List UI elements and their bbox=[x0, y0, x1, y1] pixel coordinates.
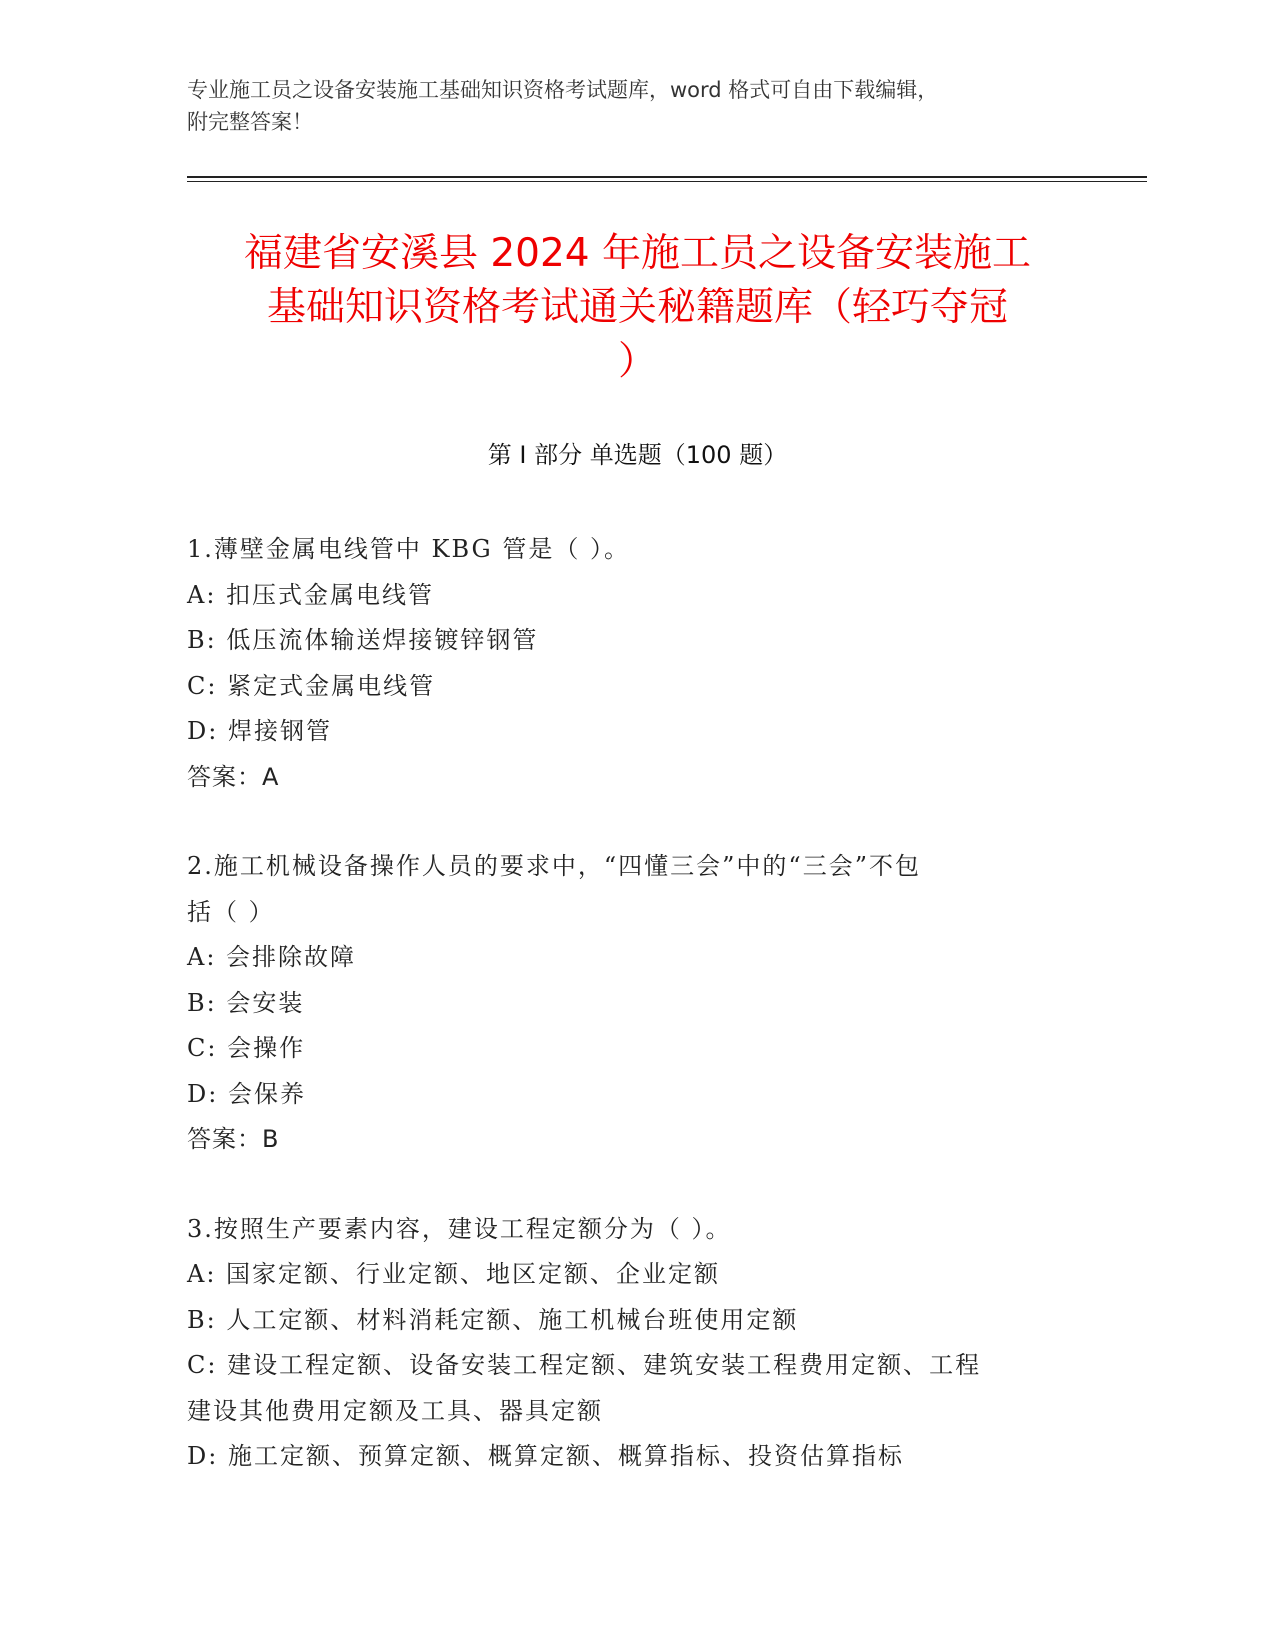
question-stem-line: 3.按照生产要素内容，建设工程定额分为（ ）。 bbox=[187, 1214, 732, 1243]
question-3-option-b: B: 人工定额、材料消耗定额、施工机械台班使用定额 bbox=[187, 1305, 799, 1334]
question-1-stem bbox=[187, 527, 1087, 573]
question-2-option-d: D: 会保养 bbox=[187, 1079, 306, 1108]
question-3-option-c: C: 建设工程定额、设备安装工程定额、建筑安装工程费用定额、工程 bbox=[187, 1351, 982, 1379]
question-2-option-b: B: 会安装 bbox=[187, 988, 305, 1017]
question-3-option-d: D: 施工定额、预算定额、概算定额、概算指标、投资估算指标 bbox=[187, 1442, 904, 1470]
header-note-line-1: 专业施工员之设备安装施工基础知识资格考试题库，word 格式可自由下载编辑， bbox=[187, 78, 939, 102]
section-heading: 第 I 部分 单选题（100 题） bbox=[487, 441, 788, 469]
question-2-stem bbox=[187, 844, 1087, 935]
question-1-answer: 答案：A bbox=[187, 762, 280, 791]
header-note bbox=[187, 74, 1087, 138]
question-2-answer: 答案：B bbox=[187, 1125, 280, 1153]
header-divider-thin bbox=[187, 181, 1147, 182]
question-1 bbox=[187, 527, 1087, 800]
question-1-option-a: A: 扣压式金属电线管 bbox=[187, 580, 435, 609]
question-stem-line: 2.施工机械设备操作人员的要求中，“四懂三会”中的“三会”不包 bbox=[187, 852, 921, 880]
question-stem-line: 括（ ） bbox=[187, 897, 275, 926]
question-1-option-b: B: 低压流体输送焊接镀锌钢管 bbox=[187, 626, 539, 654]
question-1-option-c: C: 紧定式金属电线管 bbox=[187, 671, 436, 700]
document-title bbox=[150, 227, 1125, 389]
question-3-stem bbox=[187, 1207, 1087, 1253]
header-divider-thick bbox=[187, 176, 1147, 178]
question-2-option-a: A: 会排除故障 bbox=[187, 943, 357, 971]
question-list bbox=[187, 527, 1087, 1524]
document-title-line-1: 福建省安溪县 2024 年施工员之设备安装施工 bbox=[243, 231, 1032, 276]
question-2 bbox=[187, 844, 1087, 1163]
question-3-option-a: A: 国家定额、行业定额、地区定额、企业定额 bbox=[187, 1260, 721, 1288]
question-1-option-d: D: 焊接钢管 bbox=[187, 717, 332, 745]
question-3-option-c-continued: 建设其他费用定额及工具、器具定额 bbox=[187, 1396, 603, 1425]
document-title-line-2: 基础知识资格考试通关秘籍题库（轻巧夺冠 bbox=[266, 285, 1008, 330]
question-stem-line: 1.薄壁金属电线管中 KBG 管是（ ）。 bbox=[187, 535, 630, 563]
question-2-option-c: C: 会操作 bbox=[187, 1034, 306, 1062]
header-note-line-2: 附完整答案！ bbox=[187, 110, 313, 134]
document-title-line-3: ） bbox=[617, 339, 657, 384]
question-3 bbox=[187, 1207, 1087, 1480]
